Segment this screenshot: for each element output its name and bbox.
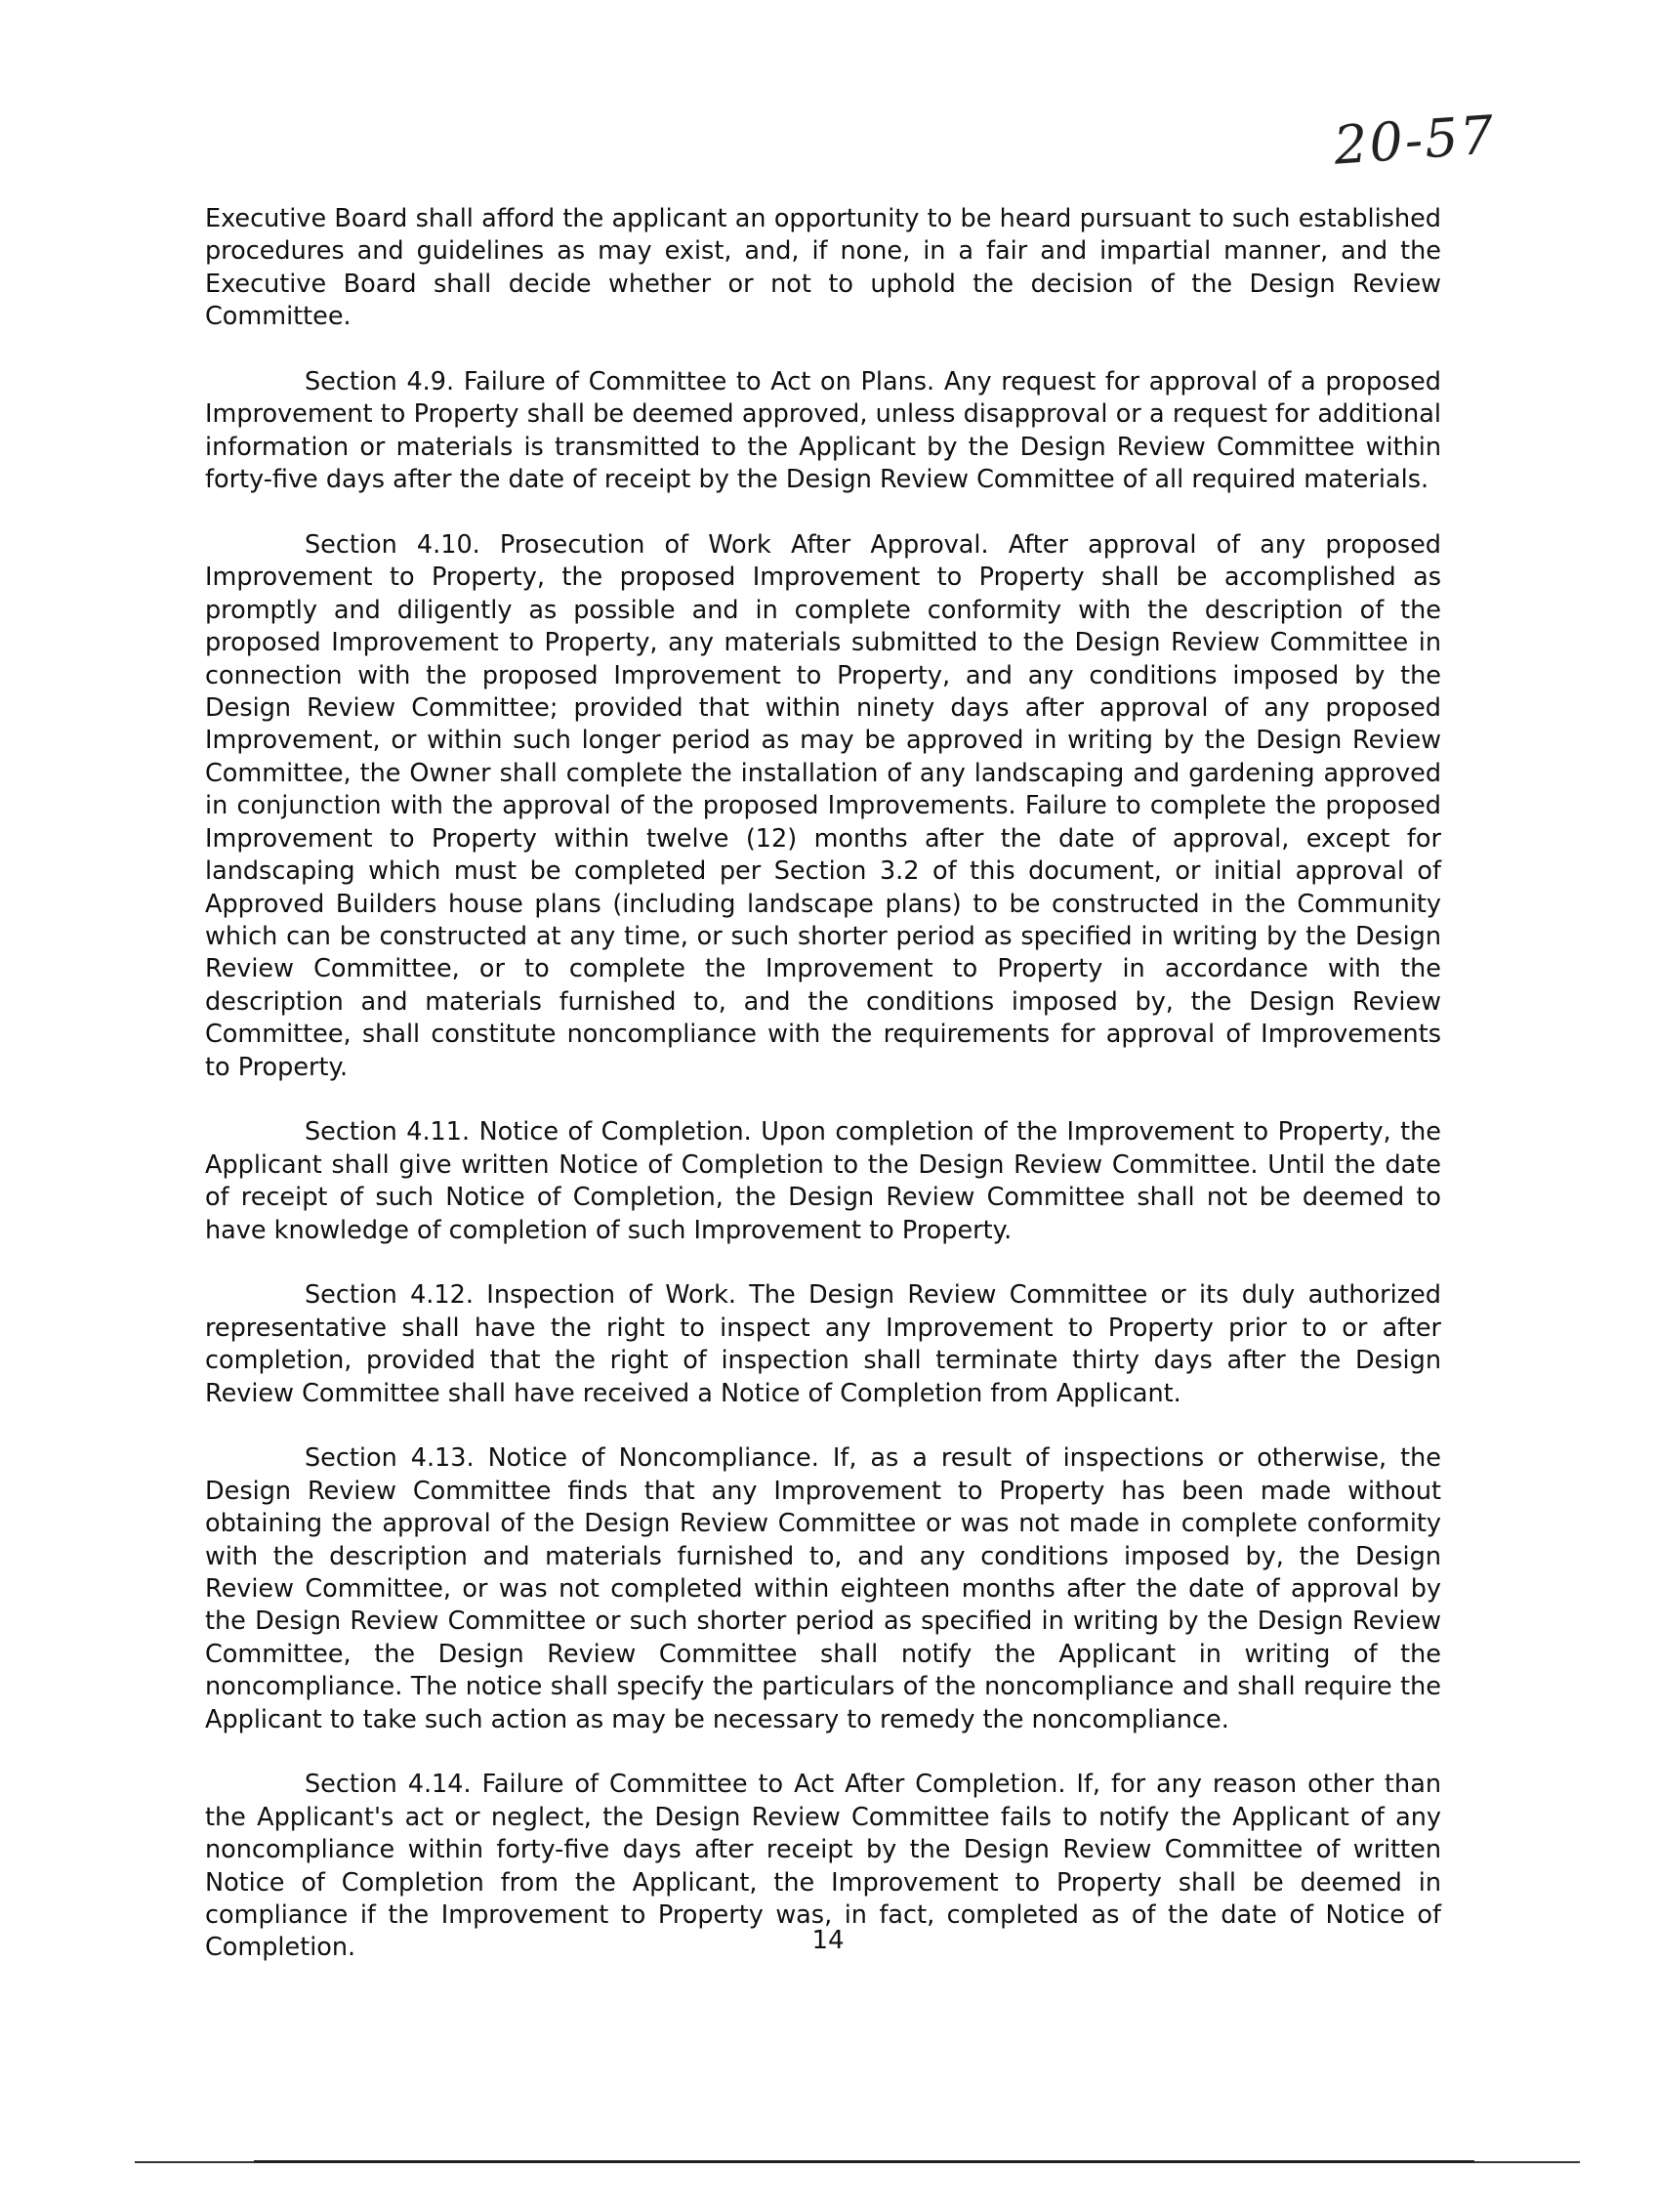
page-number: 14 — [811, 1926, 845, 1955]
paragraph-section-4-11: Section 4.11. Notice of Completion. Upon completion of the Improvement to Property, the Applicant shall give written Notice of Completion to the Design Review Committee. Until the date of receipt of such Notice of Completion, the Design Review Committee shall not be deemed to have knowledge of completion of such Improvement to Property. — [205, 1117, 1441, 1245]
paragraph-section-4-14: Section 4.14. Failure of Committee to Act After Completion. If, for any reason other than the Applicant's act or neglect, the Design Review Committee fails to notify the Applicant of any noncompliance within forty-five days after receipt by the Design Review Committee of written Notice of Completion from the Applicant, the Improvement to Property shall be deemed in compliance if the Improvement to Property was, in fact, completed as of the date of Notice of Completion. — [205, 1770, 1441, 1963]
paragraph-board-decision: Executive Board shall afford the applicant an opportunity to be heard pursuant to such established procedures and guidelines as may exist, and, if none, in a fair and impartial manner, and the Executive Board shall decide whether or not to uphold the decision of the Design Review Committee. — [205, 204, 1441, 332]
paragraph-section-4-9: Section 4.9. Failure of Committee to Act on Plans. Any request for approval of a proposed Improvement to Property shall be deemed approved, unless disapproval or a request for additional information or materials is transmitted to the Applicant by the Design Review Committee within forty-five days after the date of receipt by the Design Review Committee of all required materials. — [205, 367, 1441, 495]
bottom-rule-thick-line — [254, 2160, 1474, 2163]
paragraph-section-4-13: Section 4.13. Notice of Noncompliance. If, as a result of inspections or otherwise, the Design Review Committee finds that any Improvement to Property has been made without obtaining the approval of the Design Review Committee or was not made in complete conformity with the description and materials furnished to, and any conditions imposed by, the Design Review Committee, or was not completed within eighteen months after the date of approval by the Design Review Committee or such shorter period as specified in writing by the Design Review Committee, the Design Review Committee shall notify the Applicant in writing of the noncompliance. The notice shall specify the particulars of the noncompliance and shall require the Applicant to take such action as may be necessary to remedy the noncompliance. — [205, 1443, 1441, 1734]
paragraph-section-4-10: Section 4.10. Prosecution of Work After Approval. After approval of any proposed Improvement to Property, the proposed Improvement to Property shall be accomplished as promptly and diligently as possible and in complete conformity with the description of the proposed Improvement to Property, any materials submitted to the Design Review Committee in connection with the proposed Improvement to Property, and any conditions imposed by the Design Review Committee; provided that within ninety days after approval of any proposed Improvement, or within such longer period as may be approved in writing by the Design Review Committee, the Owner shall complete the installation of any landscaping and gardening approved in conjunction with the approval of the proposed Improvements. Failure to complete the proposed Improvement to Property within twelve (12) months after the date of approval, except for landscaping which must be completed per Section 3.2 of this document, or initial approval of Approved Builders house plans (including landscape plans) to be constructed in the Community which can be constructed at any time, or such shorter period as specified in writing by the Design Review Committee, or to complete the Improvement to Property in accordance with the description and materials furnished to, and the conditions imposed by, the Design Review Committee, shall constitute noncompliance with the requirements for approval of Improvements to Property. — [205, 530, 1441, 1082]
paragraph-section-4-12: Section 4.12. Inspection of Work. The Design Review Committee or its duly authorized representative shall have the right to inspect any Improvement to Property prior to or after completion, provided that the right of inspection shall terminate thirty days after the Design Review Committee shall have received a Notice of Completion from Applicant. — [205, 1280, 1441, 1408]
document-body — [205, 203, 1441, 1997]
handwritten-page-reference: 20-57 — [1332, 104, 1498, 177]
